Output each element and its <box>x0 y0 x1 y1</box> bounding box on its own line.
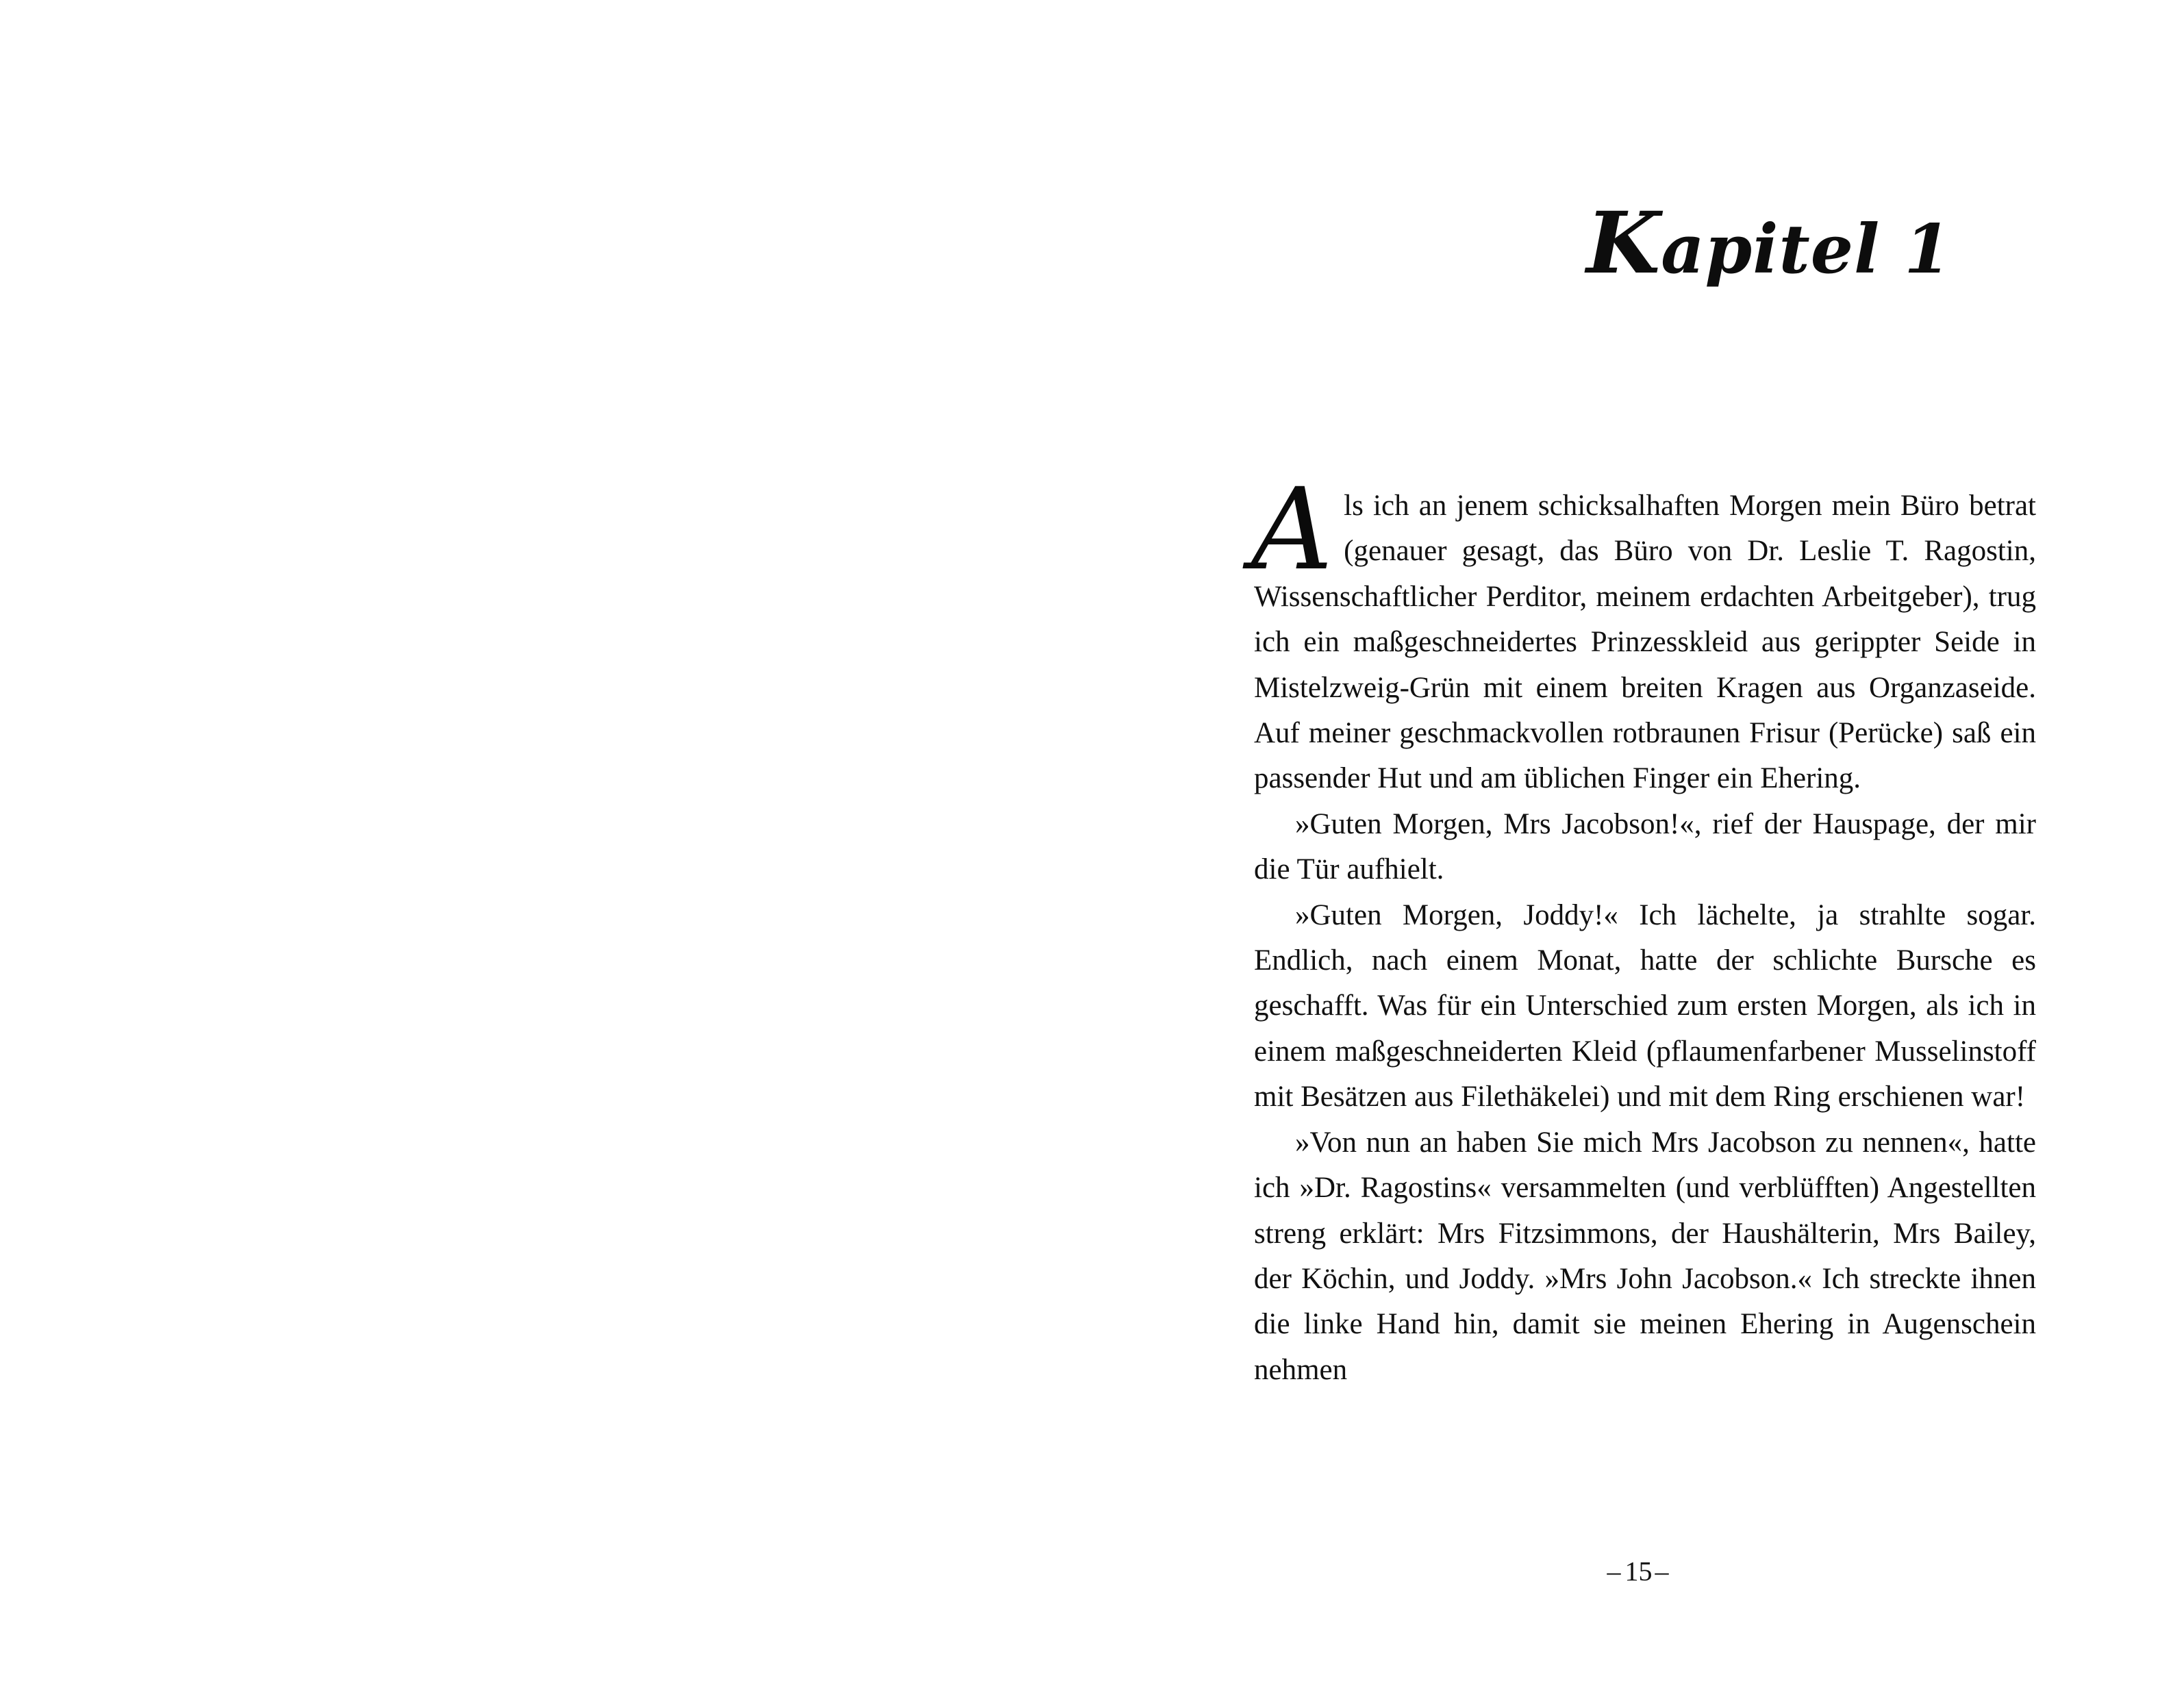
paragraph-4: »Von nun an haben Sie mich Mrs Jacobson zu nennen«, hatte ich »Dr. Ragostins« versammelten (und verblüfften) Angestellten streng erklärt: Mrs Fitzsimmons, der Haushälterin, Mrs Bailey, der Köchin, und Joddy. »Mrs John Jacobson.« Ich streckte ihnen die linke Hand hin, damit sie meinen Ehering in Augenschein nehmen <box>1254 1126 2036 1386</box>
right-page <box>1092 0 2184 1699</box>
drop-cap: A <box>1251 464 1333 595</box>
body-text <box>1251 464 2036 1393</box>
page-number <box>1092 1555 2184 1589</box>
page-number-dash-right: – <box>1655 1556 1669 1587</box>
paragraph-3: »Guten Morgen, Joddy!« Ich lächelte, ja strahlte sogar. Endlich, nach einem Monat, hatte der schlichte Bursche es geschafft. Was für ein Unterschied zum ersten Morgen, als ich in einem maßgeschneiderten Kleid (pflaumenfarbener Musselinstoff mit Besätzen aus Filethäkelei) und mit dem Ring erschienen war! <box>1254 898 2036 1113</box>
chapter-title-initial: K <box>1586 193 1661 293</box>
page-number-value: 15 <box>1624 1556 1653 1587</box>
paragraph-1-text: ls ich an jenem schicksalhaften Morgen mein Büro betrat (genauer gesagt, das Büro von Dr. Leslie T. Ragostin, Wissenschaftlicher Perditor, meinem erdachten Arbeitgeber), trug ich ein maßgeschneidertes Prinzesskleid aus gerippter Seide in Mistelzweig-Grün mit einem breiten Kragen aus Organzaseide. Auf meiner geschmackvollen rotbraunen Frisur (Perücke) saß ein passender Hut und am üblichen Finger ein Ehering. <box>1254 490 2036 795</box>
paragraph-1 <box>1251 464 2036 802</box>
chapter-title-text: apitel 1 <box>1661 210 1952 289</box>
paragraph-2: »Guten Morgen, Mrs Jacobson!«, rief der Hauspage, der mir die Tür aufhielt. <box>1254 807 2036 886</box>
page-number-dash-left: – <box>1607 1556 1621 1587</box>
chapter-title <box>1492 192 2046 295</box>
